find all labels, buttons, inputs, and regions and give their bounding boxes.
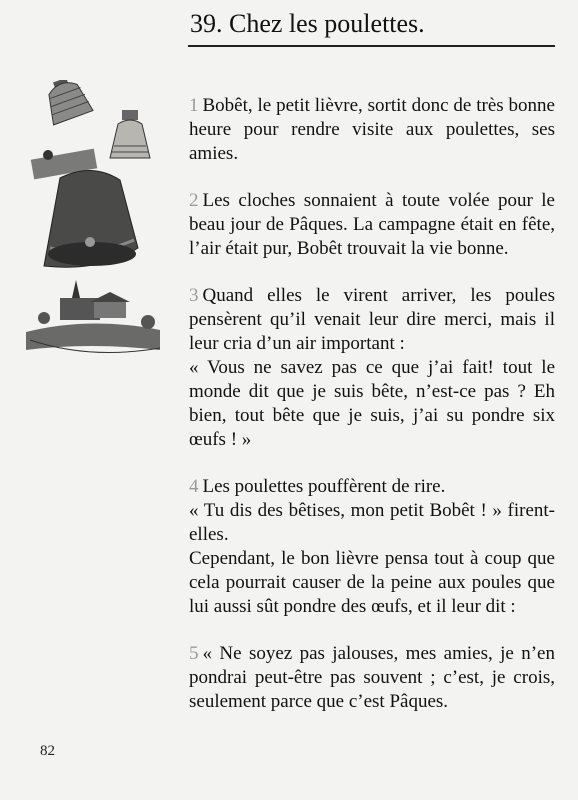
illustration-bells-and-village — [20, 80, 170, 370]
page-number: 82 — [40, 743, 55, 759]
paragraph-text: Quand elles le virent arriver, les poules pensèrent qu’il venait leur dire merci, mais il leur cria d’un air important : — [189, 285, 555, 354]
paragraph-number: 2 — [189, 190, 199, 211]
large-bell-icon — [31, 149, 138, 268]
paragraph-text: Bobêt, le petit lièvre, sortit donc de très bonne heure pour rendre visite aux poulettes, ses amies. — [189, 95, 555, 164]
paragraph-number: 1 — [189, 95, 199, 116]
paragraph-5 — [189, 642, 555, 714]
paragraph-text: Les cloches sonnaient à toute volée pour le beau jour de Pâques. La campagne était en fête, l’air était pur, Bobêt trouvait la vie bonne. — [189, 190, 555, 259]
dialogue-line: « Tu dis des bêtises, mon petit Bobêt ! » firent-elles. — [189, 500, 555, 545]
small-bell-icon — [40, 80, 93, 125]
paragraph-number: 4 — [189, 476, 199, 497]
story-text — [189, 94, 555, 737]
paragraph-text: Les poulettes pouffèrent de rire. — [202, 476, 446, 497]
chapter-title: 39. Chez les poulettes. — [190, 9, 425, 38]
dialogue-line: « Vous ne savez pas ce que j’ai fait! tout le monde dit que je suis bête, n’est-ce pas ? Eh bien, tout bête que je suis, j’ai su pondre six œufs ! » — [189, 357, 555, 450]
paragraph-text: Cependant, le bon lièvre pensa tout à coup que cela pourrait causer de la peine aux poules que lui aussi sût pondre des œufs, et il leur dit : — [189, 548, 555, 617]
paragraph-text: « Ne soyez pas jalouses, mes amies, je n’en pondrai peut-être pas souvent ; c’est, je crois, seulement parce que c’est Pâques. — [189, 643, 555, 712]
title-underline — [188, 45, 555, 47]
paragraph-1 — [189, 94, 555, 166]
small-bell-icon — [110, 110, 150, 158]
village-icon — [26, 280, 160, 353]
paragraph-3 — [189, 284, 555, 452]
paragraph-number: 3 — [189, 285, 199, 306]
paragraph-number: 5 — [189, 643, 199, 664]
paragraph-2 — [189, 189, 555, 261]
paragraph-4 — [189, 475, 555, 619]
